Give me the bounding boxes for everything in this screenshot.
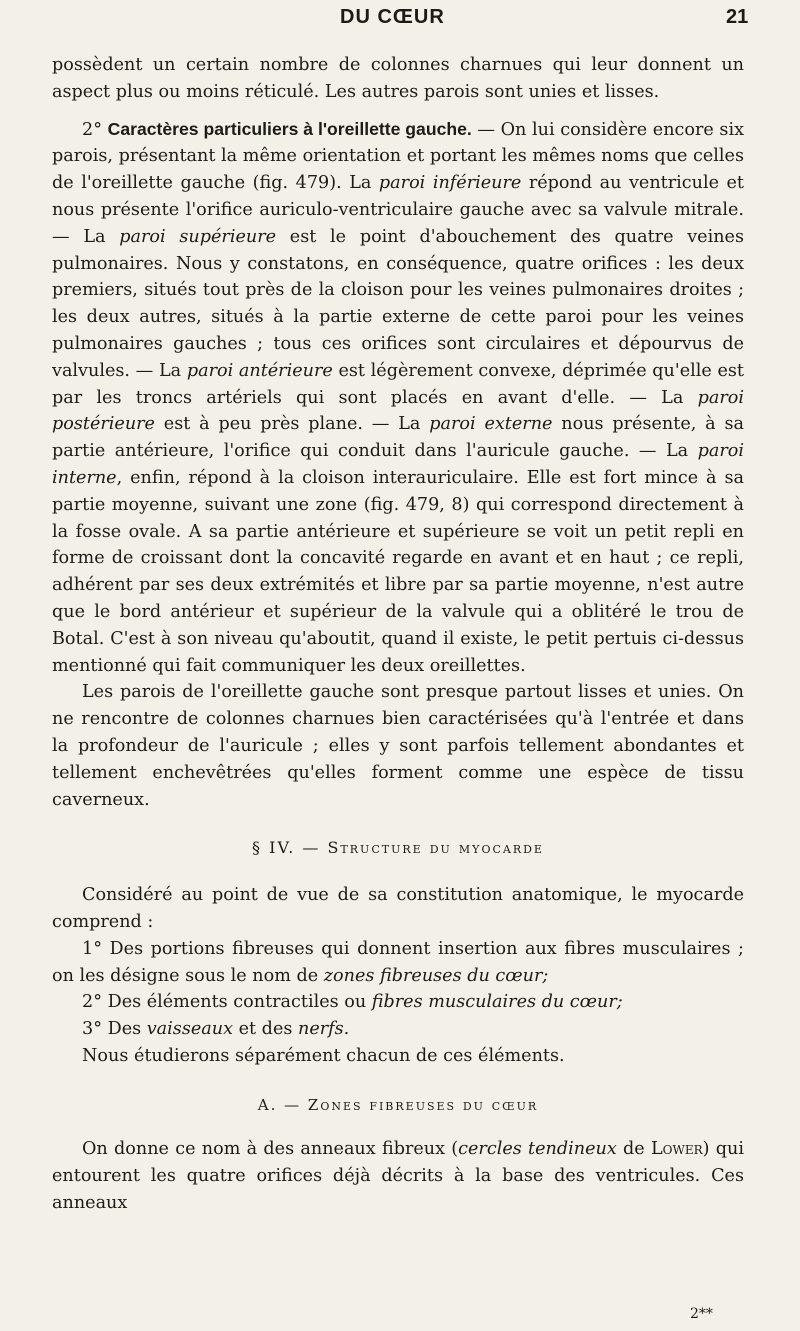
list-item: 1° Des portions fibreuses qui donnent insertion aux fibres musculaires ; on les désigne sous le nom de zones fibreuses du cœur; [52, 938, 744, 986]
paragraph-left-atrium: 2° Caractères particuliers à l'oreillette gauche. — On lui considère encore six parois, présentant la même orientation et portant les mêmes noms que celles de l'oreillette gauche (fig. 479). La paroi inférieure répond au ventricule et nous présente l'orifice auriculo-ventriculaire gauche avec sa valvule mitrale. — La paroi supérieure est le point d'abouchement des quatre veines pulmonaires. Nous y constatons, en conséquence, quatre orifices : les deux premiers, situés tout près de la cloison pour les veines pulmonaires droites ; les deux autres, situés à la partie externe de cette paroi pour les veines pulmonaires gauches ; tous ces orifices sont circulaires et dépourvus de valvules. — La paroi antérieure est légèrement convexe, déprimée qu'elle est par les troncs artériels qui sont placés en avant d'elle. — La paroi postérieure est à peu près plane. — La paroi externe nous présente, à sa partie antérieure, l'orifice qui conduit dans l'auricule gauche. — La paroi interne, enfin, répond à la cloison interauriculaire. Elle est fort mince à sa partie moyenne, suivant une zone (fig. 479, 8) qui correspond directement à la fosse ovale. A sa partie antérieure et supérieure se voit un petit repli en forme de croissant dont la concavité regarde en avant et en haut ; ce repli, adhérent par ses deux extrémités et libre par sa partie moyenne, n'est autre que le bord antérieur et supérieur de la valvule qui a oblitéré le trou de Botal. C'est à son niveau qu'aboutit, quand il existe, le petit pertuis ci-dessus mentionné qui fait communiquer les deux oreillettes. [52, 118, 745, 676]
author-name: Lower [650, 1139, 703, 1160]
paragraph-plan: Nous étudierons séparément chacun de ces éléments. [82, 1045, 565, 1066]
paragraph-fibrous-zones: On donne ce nom à des anneaux fibreux (cercles tendineux de Lower) qui entourent les quatre orifices déjà décrits à la base des ventricules. Ces anneaux [52, 1139, 744, 1214]
term-external-wall: paroi externe [429, 414, 553, 435]
paragraph-continuation: possèdent un certain nombre de colonnes charnues qui leur donnent un aspect plus ou moins réticulé. Les autres parois sont unies et lisses. [52, 55, 744, 102]
list-item: 3° Des vaisseaux et des nerfs. [82, 1019, 350, 1040]
page-number: 21 [726, 6, 749, 28]
paragraph-heading: Caractères particuliers à l'oreillette gauche. [107, 118, 472, 139]
term-inferior-wall: paroi inférieure [378, 173, 522, 194]
running-title: DU CŒUR [340, 6, 445, 28]
list-item: 2° Des éléments contractiles ou fibres musculaires du cœur; [82, 992, 623, 1013]
paragraph-walls: Les parois de l'oreillette gauche sont presque partout lisses et unies. On ne rencontre de colonnes charnues bien caractérisées qu'à l'entrée et dans la profondeur de l'auricule ; elles y sont parfois tellement abondantes et tellement enchevêtrées qu'elles forment comme une espèce de tissu caverneux. [52, 682, 744, 810]
term-anterior-wall: paroi antérieure [186, 360, 333, 381]
paragraph-intro: Considéré au point de vue de sa constitution anatomique, le myocarde comprend : [52, 885, 744, 932]
heading-number: 2° [82, 119, 102, 140]
term-posterior-wall: paroi postérieure [52, 387, 744, 435]
term-internal-wall: paroi interne [52, 441, 744, 488]
subsection-heading: A. — Zones fibreuses du cœur [257, 1095, 539, 1114]
page-header [0, 6, 800, 36]
term-superior-wall: paroi supérieure [119, 226, 277, 247]
section-heading: § IV. — Structure du myocarde [252, 838, 544, 858]
signature-mark: 2** [690, 1306, 713, 1322]
term-tendinous-circles: cercles tendineux [458, 1139, 617, 1160]
page-body [52, 52, 744, 1217]
